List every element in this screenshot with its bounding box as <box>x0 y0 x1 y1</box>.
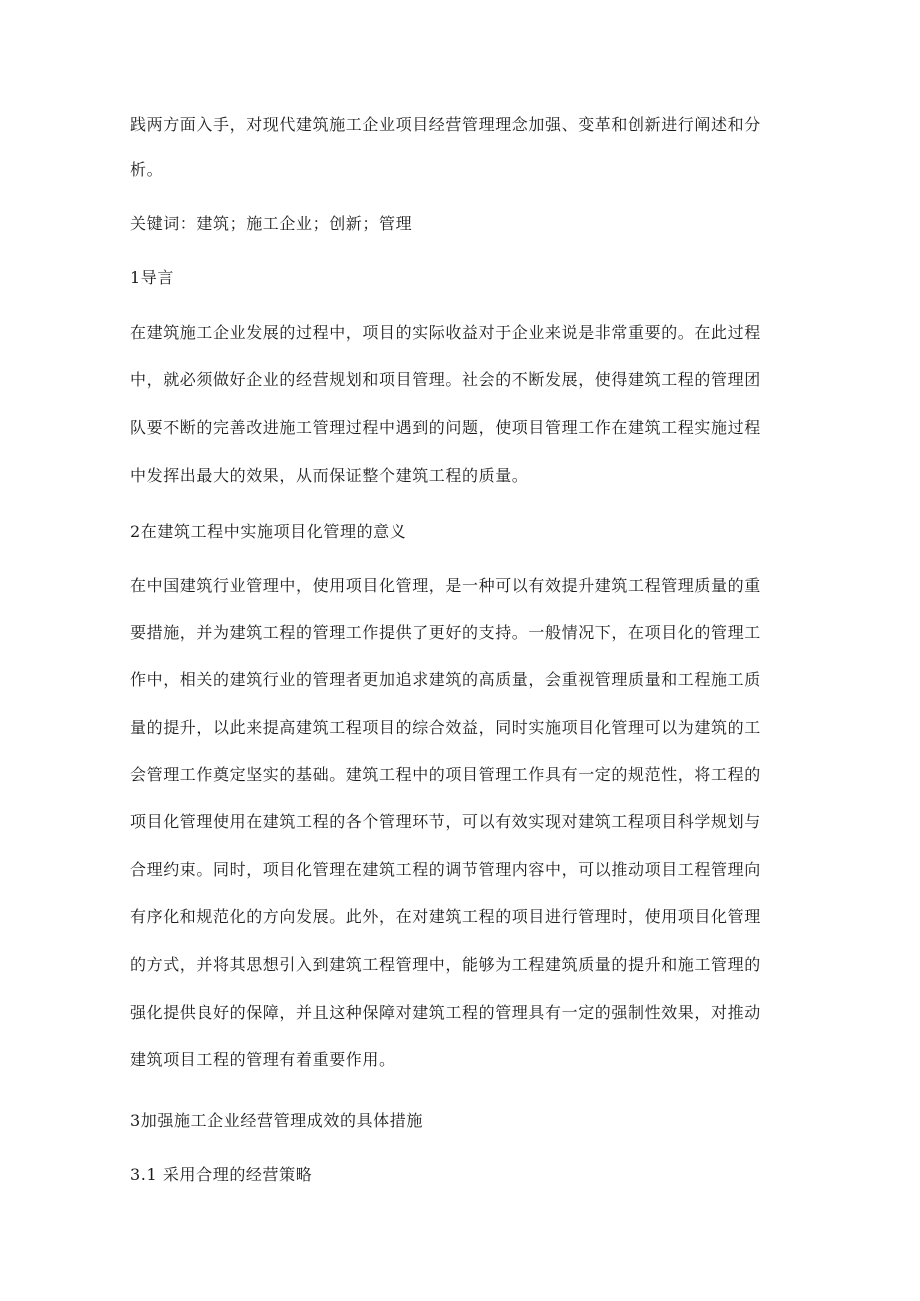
abstract-line: 析。 <box>130 160 164 179</box>
section-heading: 3加强施工企业经营管理成效的具体措施 <box>130 1111 423 1130</box>
paragraph-line: 项目化管理使用在建筑工程的各个管理环节，可以有效实现对建筑工程项目科学规划与 <box>130 812 761 831</box>
paragraph-line: 作中，相关的建筑行业的管理者更加追求建筑的高质量，会重视管理质量和工程施工质 <box>130 670 761 689</box>
paragraph-line: 有序化和规范化的方向发展。此外，在对建筑工程的项目进行管理时，使用项目化管理 <box>130 907 761 926</box>
paragraph-line: 队要不断的完善改进施工管理过程中遇到的问题，使项目管理工作在建筑工程实施过程 <box>130 418 761 437</box>
paragraph-line: 在中国建筑行业管理中，使用项目化管理，是一种可以有效提升建筑工程管理质量的重 <box>130 576 761 595</box>
paragraph-line: 合理约束。同时，项目化管理在建筑工程的调节管理内容中，可以推动项目工程管理向 <box>130 860 761 879</box>
paragraph-line: 强化提供良好的保障，并且这种保障对建筑工程的管理具有一定的强制性效果，对推动 <box>130 1003 761 1022</box>
section-heading: 1导言 <box>130 268 174 287</box>
section-heading: 2在建筑工程中实施项目化管理的意义 <box>130 522 407 541</box>
paragraph-line: 在建筑施工企业发展的过程中，项目的实际收益对于企业来说是非常重要的。在此过程 <box>130 323 761 342</box>
paragraph-line: 的方式，并将其思想引入到建筑工程管理中，能够为工程建筑质量的提升和施工管理的 <box>130 955 761 974</box>
paragraph-line: 会管理工作奠定坚实的基础。建筑工程中的项目管理工作具有一定的规范性，将工程的 <box>130 765 761 784</box>
subsection-heading: 3.1 采用合理的经营策略 <box>130 1165 313 1184</box>
paragraph-line: 量的提升，以此来提高建筑工程项目的综合效益，同时实施项目化管理可以为建筑的工 <box>130 718 761 737</box>
paragraph-line: 中，就必须做好企业的经营规划和项目管理。社会的不断发展，使得建筑工程的管理团 <box>130 370 761 389</box>
paragraph-line: 建筑项目工程的管理有着重要作用。 <box>130 1050 396 1069</box>
paragraph-line: 要措施，并为建筑工程的管理工作提供了更好的支持。一般情况下，在项目化的管理工 <box>130 623 761 642</box>
abstract-line: 践两方面入手，对现代建筑施工企业项目经营管理理念加强、变革和创新进行阐述和分 <box>130 115 761 134</box>
paragraph-line: 中发挥出最大的效果，从而保证整个建筑工程的质量。 <box>130 466 529 485</box>
keywords-line: 关键词：建筑；施工企业；创新；管理 <box>130 214 413 233</box>
